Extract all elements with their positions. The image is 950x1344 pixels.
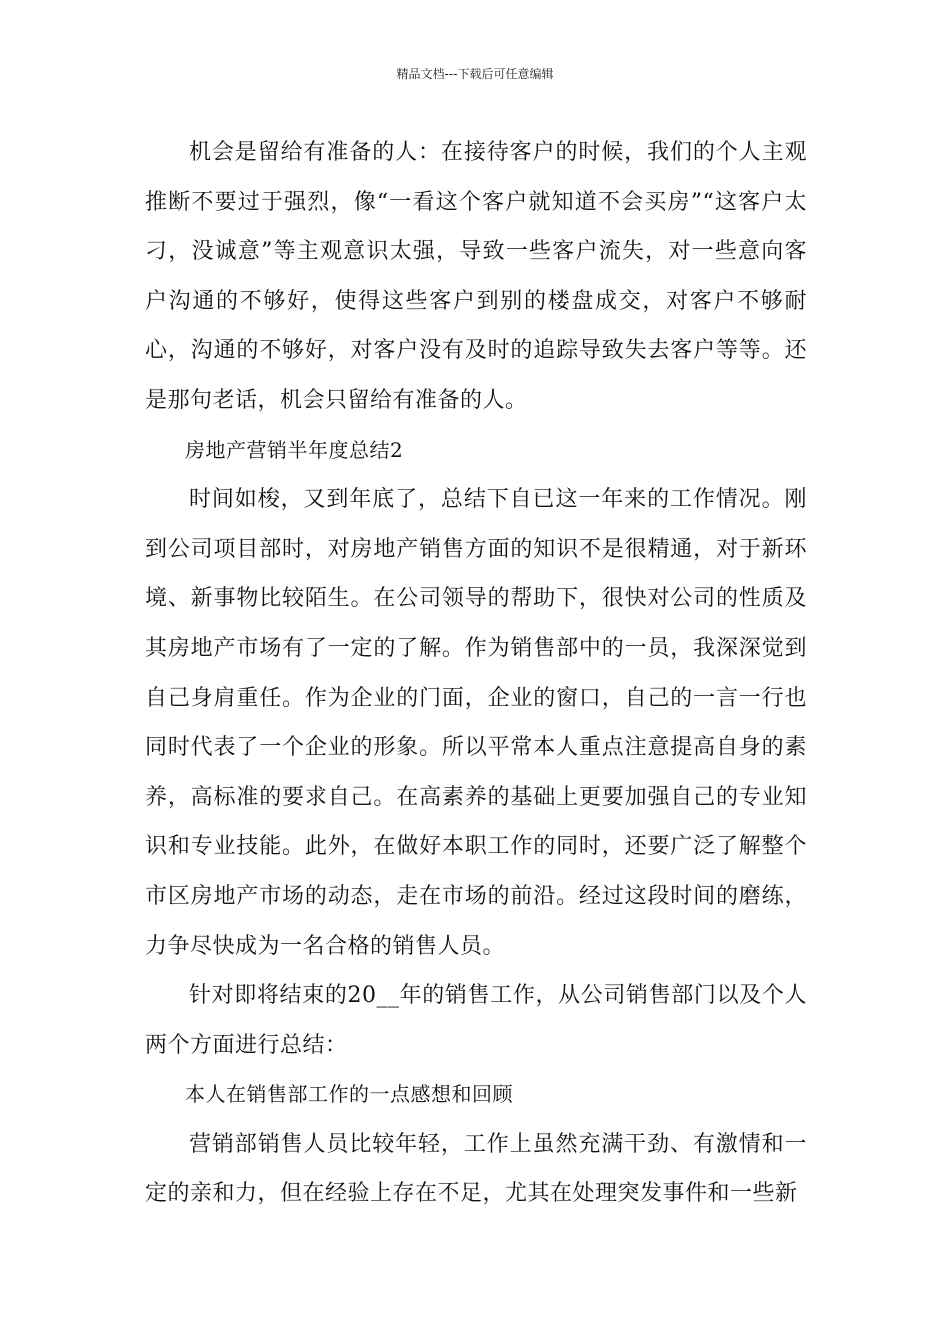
document-body (145, 128, 807, 1219)
section-heading-reflections: 本人在销售部工作的一点感想和回顾 (185, 1082, 513, 1107)
paragraph-year-review: 时间如梭，又到年底了，总结下自已这一年来的工作情况。刚到公司项目部时，对房地产销售方面的知识不是很精通，对于新环境、新事物比较陌生。在公司领导的帮助下，很快对公司的性质及其房地产市场有了一定的了解。作为销售部中的一员，我深深觉到自己身肩重任。作为企业的门面，企业的窗口，自己的一言一行也同时代表了一个企业的形象。所以平常本人重点注意提高自身的素养，高标准的要求自己。在高素养的基础上更要加强自己的专业知识和专业技能。此外，在做好本职工作的同时，还要广泛了解整个市区房地产市场的动态，走在市场的前沿。经过这段时间的磨练，力争尽快成为一名合格的销售人员。 (145, 487, 807, 959)
section-heading-summary-2: 房地产营销半年度总结2 (185, 437, 404, 462)
paragraph-summary-intro: 针对即将结束的20__年的销售工作，从公司销售部门以及个人两个方面进行总结： (145, 983, 807, 1058)
page-header: 精品文档---下载后可任意编辑 (396, 67, 554, 81)
paragraph-sales-team: 营销部销售人员比较年轻，工作上虽然充满干劲、有激情和一定的亲和力，但在经验上存在不足，尤其在处理突发事件和一些新 (145, 1131, 807, 1207)
paragraph-opportunity: 机会是留给有准备的人：在接待客户的时候，我们的个人主观推断不要过于强烈，像“一看这个客户就知道不会买房”“这客户太刁，没诚意”等主观意识太强，导致一些客户流失，对一些意向客户沟通的不够好，使得这些客户到别的楼盘成交，对客户不够耐心，沟通的不够好，对客户没有及时的追踪导致失去客户等等。还是那句老话，机会只留给有准备的人。 (145, 140, 807, 413)
